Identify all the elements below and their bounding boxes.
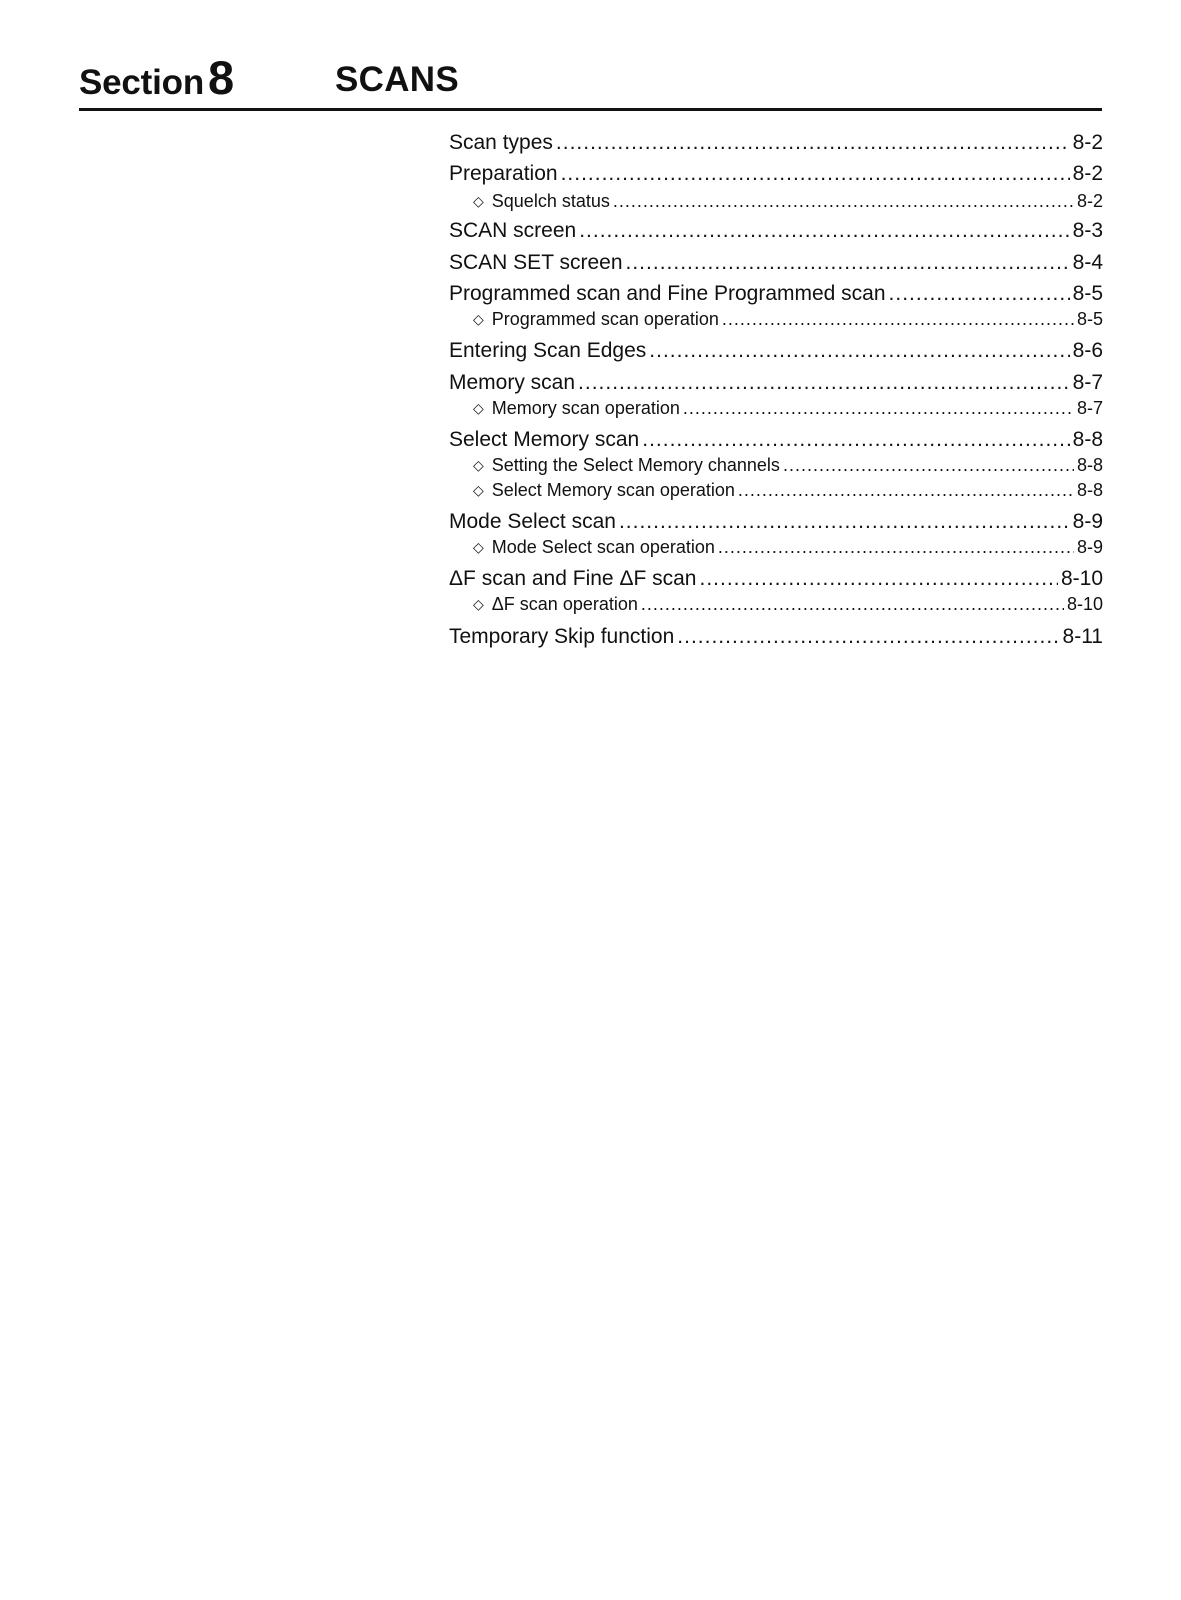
dot-leader [641,593,1064,615]
dot-leader [783,454,1074,476]
toc-subentry[interactable] [449,536,1103,559]
toc-entry-label: ΔF scan and Fine ΔF scan [449,567,697,590]
toc-entry-label: Setting the Select Memory channels [491,455,780,475]
toc-entry[interactable] [449,161,1103,187]
dot-leader [700,566,1058,592]
toc-entry[interactable] [449,427,1103,453]
toc-entry[interactable] [449,566,1103,592]
diamond-outline-icon: ◇ [473,193,484,209]
toc-entry[interactable] [449,338,1103,364]
toc-subentry[interactable] [449,308,1103,331]
toc-page-number: 8-5 [1076,309,1103,329]
section-word: Section [79,63,205,102]
toc-subentry[interactable] [449,454,1103,477]
dot-leader [722,308,1074,330]
diamond-outline-icon: ◇ [473,457,484,473]
dot-leader [626,250,1070,276]
toc-entry-label: Programmed scan and Fine Programmed scan [449,282,886,305]
toc-subentry[interactable] [449,593,1103,616]
dot-leader [677,624,1059,650]
toc-page-number: 8-2 [1072,131,1103,154]
toc-page-number: 8-4 [1072,251,1103,274]
toc-page-number: 8-7 [1072,371,1103,394]
toc-entry-label: Select Memory scan operation [491,480,735,500]
toc-entry[interactable] [449,218,1103,244]
dot-leader [556,130,1070,156]
toc-page-number: 8-9 [1076,537,1103,557]
toc-entry[interactable] [449,281,1103,307]
toc-page-number: 8-6 [1072,339,1103,362]
section-title: SCANS [335,60,460,99]
toc-entry-label: Temporary Skip function [449,625,675,648]
toc-entry-label: Select Memory scan [449,428,640,451]
toc-entry-label: Memory scan operation [491,398,680,418]
dot-leader [579,218,1069,244]
dot-leader [561,161,1070,187]
toc-entry-label: Scan types [449,131,553,154]
diamond-outline-icon: ◇ [473,311,484,327]
toc-page-number: 8-8 [1076,455,1103,475]
toc-entry[interactable] [449,370,1103,396]
dot-leader [683,397,1074,419]
toc-entry[interactable] [449,624,1103,650]
toc-entry-label: SCAN screen [449,219,577,242]
toc-entry-label: SCAN SET screen [449,251,623,274]
toc-page-number: 8-11 [1062,625,1103,648]
toc-page-number: 8-8 [1076,480,1103,500]
toc-entry-label: Programmed scan operation [491,309,719,329]
section-number: 8 [208,51,234,104]
dot-leader [738,479,1074,501]
toc-page-number: 8-10 [1066,594,1103,614]
toc-entry-label: ΔF scan operation [491,594,638,614]
toc-subentry[interactable] [449,479,1103,502]
diamond-outline-icon: ◇ [473,400,484,416]
toc-page-number: 8-3 [1072,219,1103,242]
toc-entry[interactable] [449,250,1103,276]
toc-page-number: 8-7 [1076,398,1103,418]
toc-entry-label: Entering Scan Edges [449,339,647,362]
toc-entry-label: Preparation [449,162,558,185]
dot-leader [578,370,1070,396]
toc-subentry[interactable] [449,397,1103,420]
toc-entry-label: Squelch status [491,191,610,211]
section-label [79,51,234,104]
toc-entry-label: Memory scan [449,371,576,394]
dot-leader [889,281,1070,307]
dot-leader [619,509,1070,535]
toc-page-number: 8-2 [1076,191,1103,211]
toc-entry[interactable] [449,509,1103,535]
toc-page-number: 8-2 [1072,162,1103,185]
dot-leader [613,190,1074,212]
toc-entry-label: Mode Select scan [449,510,616,533]
toc-page-number: 8-10 [1060,567,1103,590]
dot-leader [642,427,1069,453]
section-header [79,52,1102,111]
diamond-outline-icon: ◇ [473,482,484,498]
toc-entry[interactable] [449,130,1103,156]
dot-leader [718,536,1074,558]
toc-page-number: 8-5 [1072,282,1103,305]
toc-subentry[interactable] [449,190,1103,213]
toc-page-number: 8-8 [1072,428,1103,451]
diamond-outline-icon: ◇ [473,539,484,555]
diamond-outline-icon: ◇ [473,596,484,612]
dot-leader [649,338,1069,364]
toc-page-number: 8-9 [1072,510,1103,533]
toc-entry-label: Mode Select scan operation [491,537,715,557]
